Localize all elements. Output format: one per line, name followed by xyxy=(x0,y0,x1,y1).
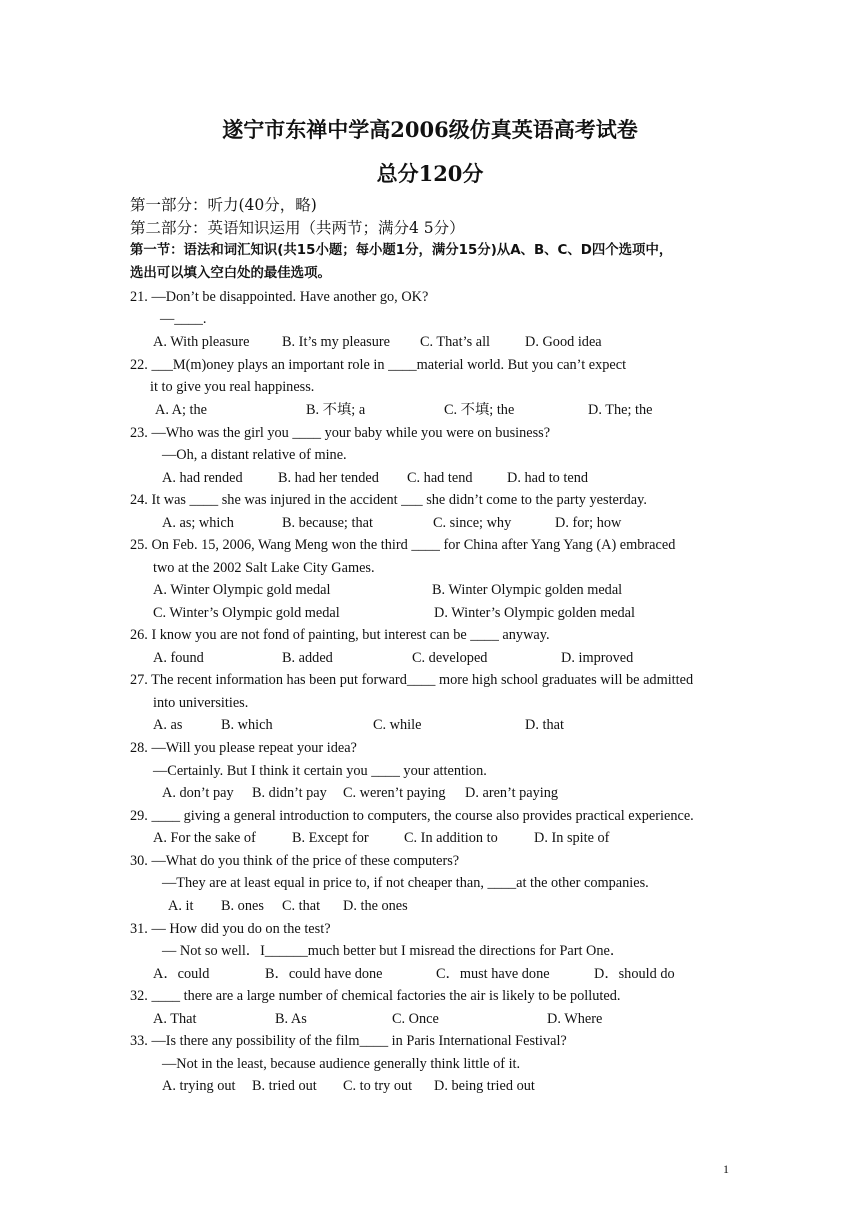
section-one-instructions-cont: 选出可以填入空白处的最佳选项。 xyxy=(130,266,331,281)
question-28-option-a: A. don’t pay xyxy=(162,785,234,801)
question-30-reply: —They are at least equal in price to, if not cheaper than, ____at the other companies. xyxy=(162,875,649,891)
question-25-option-d: D. Winter’s Olympic golden medal xyxy=(434,605,636,621)
question-31-option-d: D．should do xyxy=(594,966,675,982)
question-26-option-b: B. added xyxy=(282,650,333,666)
question-27-stem: 27. The recent information has been put forward____ more high school graduates will be admitted xyxy=(130,672,694,688)
question-26-option-c: C. developed xyxy=(412,650,488,666)
question-23-option-d: D. had to tend xyxy=(507,470,588,486)
question-27-option-b: B. which xyxy=(221,717,273,733)
question-30-option-a: A. it xyxy=(168,898,194,914)
question-25-option-b: B. Winter Olympic golden medal xyxy=(432,582,623,598)
question-28-option-d: D. aren’t paying xyxy=(465,785,559,801)
question-32-option-c: C. Once xyxy=(392,1011,439,1027)
question-27-option-a: A. as xyxy=(153,717,183,733)
question-26-stem: 26. I know you are not fond of painting, but interest can be ____ anyway. xyxy=(130,627,550,643)
question-21-option-d: D. Good idea xyxy=(525,334,602,350)
question-32-option-b: B. As xyxy=(275,1011,307,1027)
question-30-option-c: C. that xyxy=(282,898,321,914)
question-27-option-c: C. while xyxy=(373,717,422,733)
question-22-stem-cont: it to give you real happiness. xyxy=(150,379,315,395)
question-25-option-a: A. Winter Olympic gold medal xyxy=(153,582,331,598)
question-22-option-c: C. 不填; the xyxy=(444,402,515,418)
question-33-option-b: B. tried out xyxy=(252,1078,317,1094)
question-33-stem: 33. —Is there any possibility of the film____ in Paris International Festival? xyxy=(130,1033,567,1049)
question-23-stem: 23. —Who was the girl you ____ your baby while you were on business? xyxy=(130,425,551,441)
question-31-option-a: A．could xyxy=(153,966,210,982)
question-29-option-d: D. In spite of xyxy=(534,830,610,846)
question-23-option-a: A. had rended xyxy=(162,470,243,486)
question-22-option-b: B. 不填; a xyxy=(306,402,366,418)
question-27-option-d: D. that xyxy=(525,717,564,733)
question-26-option-d: D. improved xyxy=(561,650,634,666)
question-32-option-a: A. That xyxy=(153,1011,197,1027)
question-24-option-a: A. as; which xyxy=(162,515,234,531)
question-32-stem: 32. ____ there are a large number of chemical factories the air is likely to be polluted. xyxy=(130,988,621,1004)
question-21-option-b: B. It’s my pleasure xyxy=(282,334,391,350)
question-21-option-c: C. That’s all xyxy=(420,334,491,350)
question-25-stem-cont: two at the 2002 Salt Lake City Games. xyxy=(153,560,375,576)
question-21-stem: 21. —Don’t be disappointed. Have another go, OK? xyxy=(130,289,429,305)
question-24-option-c: C. since; why xyxy=(433,515,512,531)
question-33-option-c: C. to try out xyxy=(343,1078,413,1094)
question-32-option-d: D. Where xyxy=(547,1011,603,1027)
question-30-option-b: B. ones xyxy=(221,898,264,914)
question-31-option-b: B．could have done xyxy=(265,966,383,982)
question-25-stem: 25. On Feb. 15, 2006, Wang Meng won the third ____ for China after Yang Yang (A) embraced xyxy=(130,537,676,553)
section-one-instructions: 第一节：语法和词汇知识(共15小题；每小题1分，满分15分)从A、B、C、D四个选项中， xyxy=(130,243,673,258)
question-33-reply: —Not in the least, because audience generally think little of it. xyxy=(162,1056,521,1072)
question-23-option-b: B. had her tended xyxy=(278,470,379,486)
question-31-option-c: C．must have done xyxy=(436,966,550,982)
question-23-reply: —Oh, a distant relative of mine. xyxy=(162,447,347,463)
question-24-option-d: D. for; how xyxy=(555,515,622,531)
question-25-option-c: C. Winter’s Olympic gold medal xyxy=(153,605,340,621)
page-title: 遂宁市东禅中学高2006级仿真英语高考试卷 xyxy=(222,117,638,142)
question-26-option-a: A. found xyxy=(153,650,204,666)
question-21-reply: —____. xyxy=(160,311,207,327)
question-21-option-a: A. With pleasure xyxy=(153,334,250,350)
page-number: 1 xyxy=(723,1162,729,1176)
question-22-option-a: A. A; the xyxy=(155,402,208,418)
question-33-option-d: D. being tried out xyxy=(434,1078,535,1094)
question-29-option-c: C. In addition to xyxy=(404,830,498,846)
question-28-option-c: C. weren’t paying xyxy=(343,785,446,801)
question-22-option-d: D. The; the xyxy=(588,402,653,418)
page-subtitle: 总分120分 xyxy=(376,161,484,186)
question-29-stem: 29. ____ giving a general introduction to computers, the course also provides practical experience. xyxy=(130,808,694,824)
question-22-stem: 22. ___M(m)oney plays an important role in ____material world. But you can’t expect xyxy=(130,357,627,373)
question-24-stem: 24. It was ____ she was injured in the accident ___ she didn’t come to the party yesterday. xyxy=(130,492,647,508)
question-29-option-b: B. Except for xyxy=(292,830,369,846)
question-31-stem: 31. — How did you do on the test? xyxy=(130,921,331,937)
question-28-option-b: B. didn’t pay xyxy=(252,785,327,801)
question-30-stem: 30. —What do you think of the price of these computers? xyxy=(130,853,460,869)
question-30-option-d: D. the ones xyxy=(343,898,408,914)
question-31-reply: — Not so well．I______much better but I misread the directions for Part One． xyxy=(162,943,625,959)
part-one-heading: 第一部分：听力(40分，略) xyxy=(130,196,317,214)
question-29-option-a: A. For the sake of xyxy=(153,830,256,846)
question-27-stem-cont: into universities. xyxy=(153,695,249,711)
question-28-stem: 28. —Will you please repeat your idea? xyxy=(130,740,357,756)
question-23-option-c: C. had tend xyxy=(407,470,473,486)
part-two-heading: 第二部分：英语知识运用（共两节；满分4 5分） xyxy=(130,219,465,237)
question-24-option-b: B. because; that xyxy=(282,515,373,531)
question-33-option-a: A. trying out xyxy=(162,1078,236,1094)
question-28-reply: —Certainly. But I think it certain you ____ your attention. xyxy=(153,763,487,779)
